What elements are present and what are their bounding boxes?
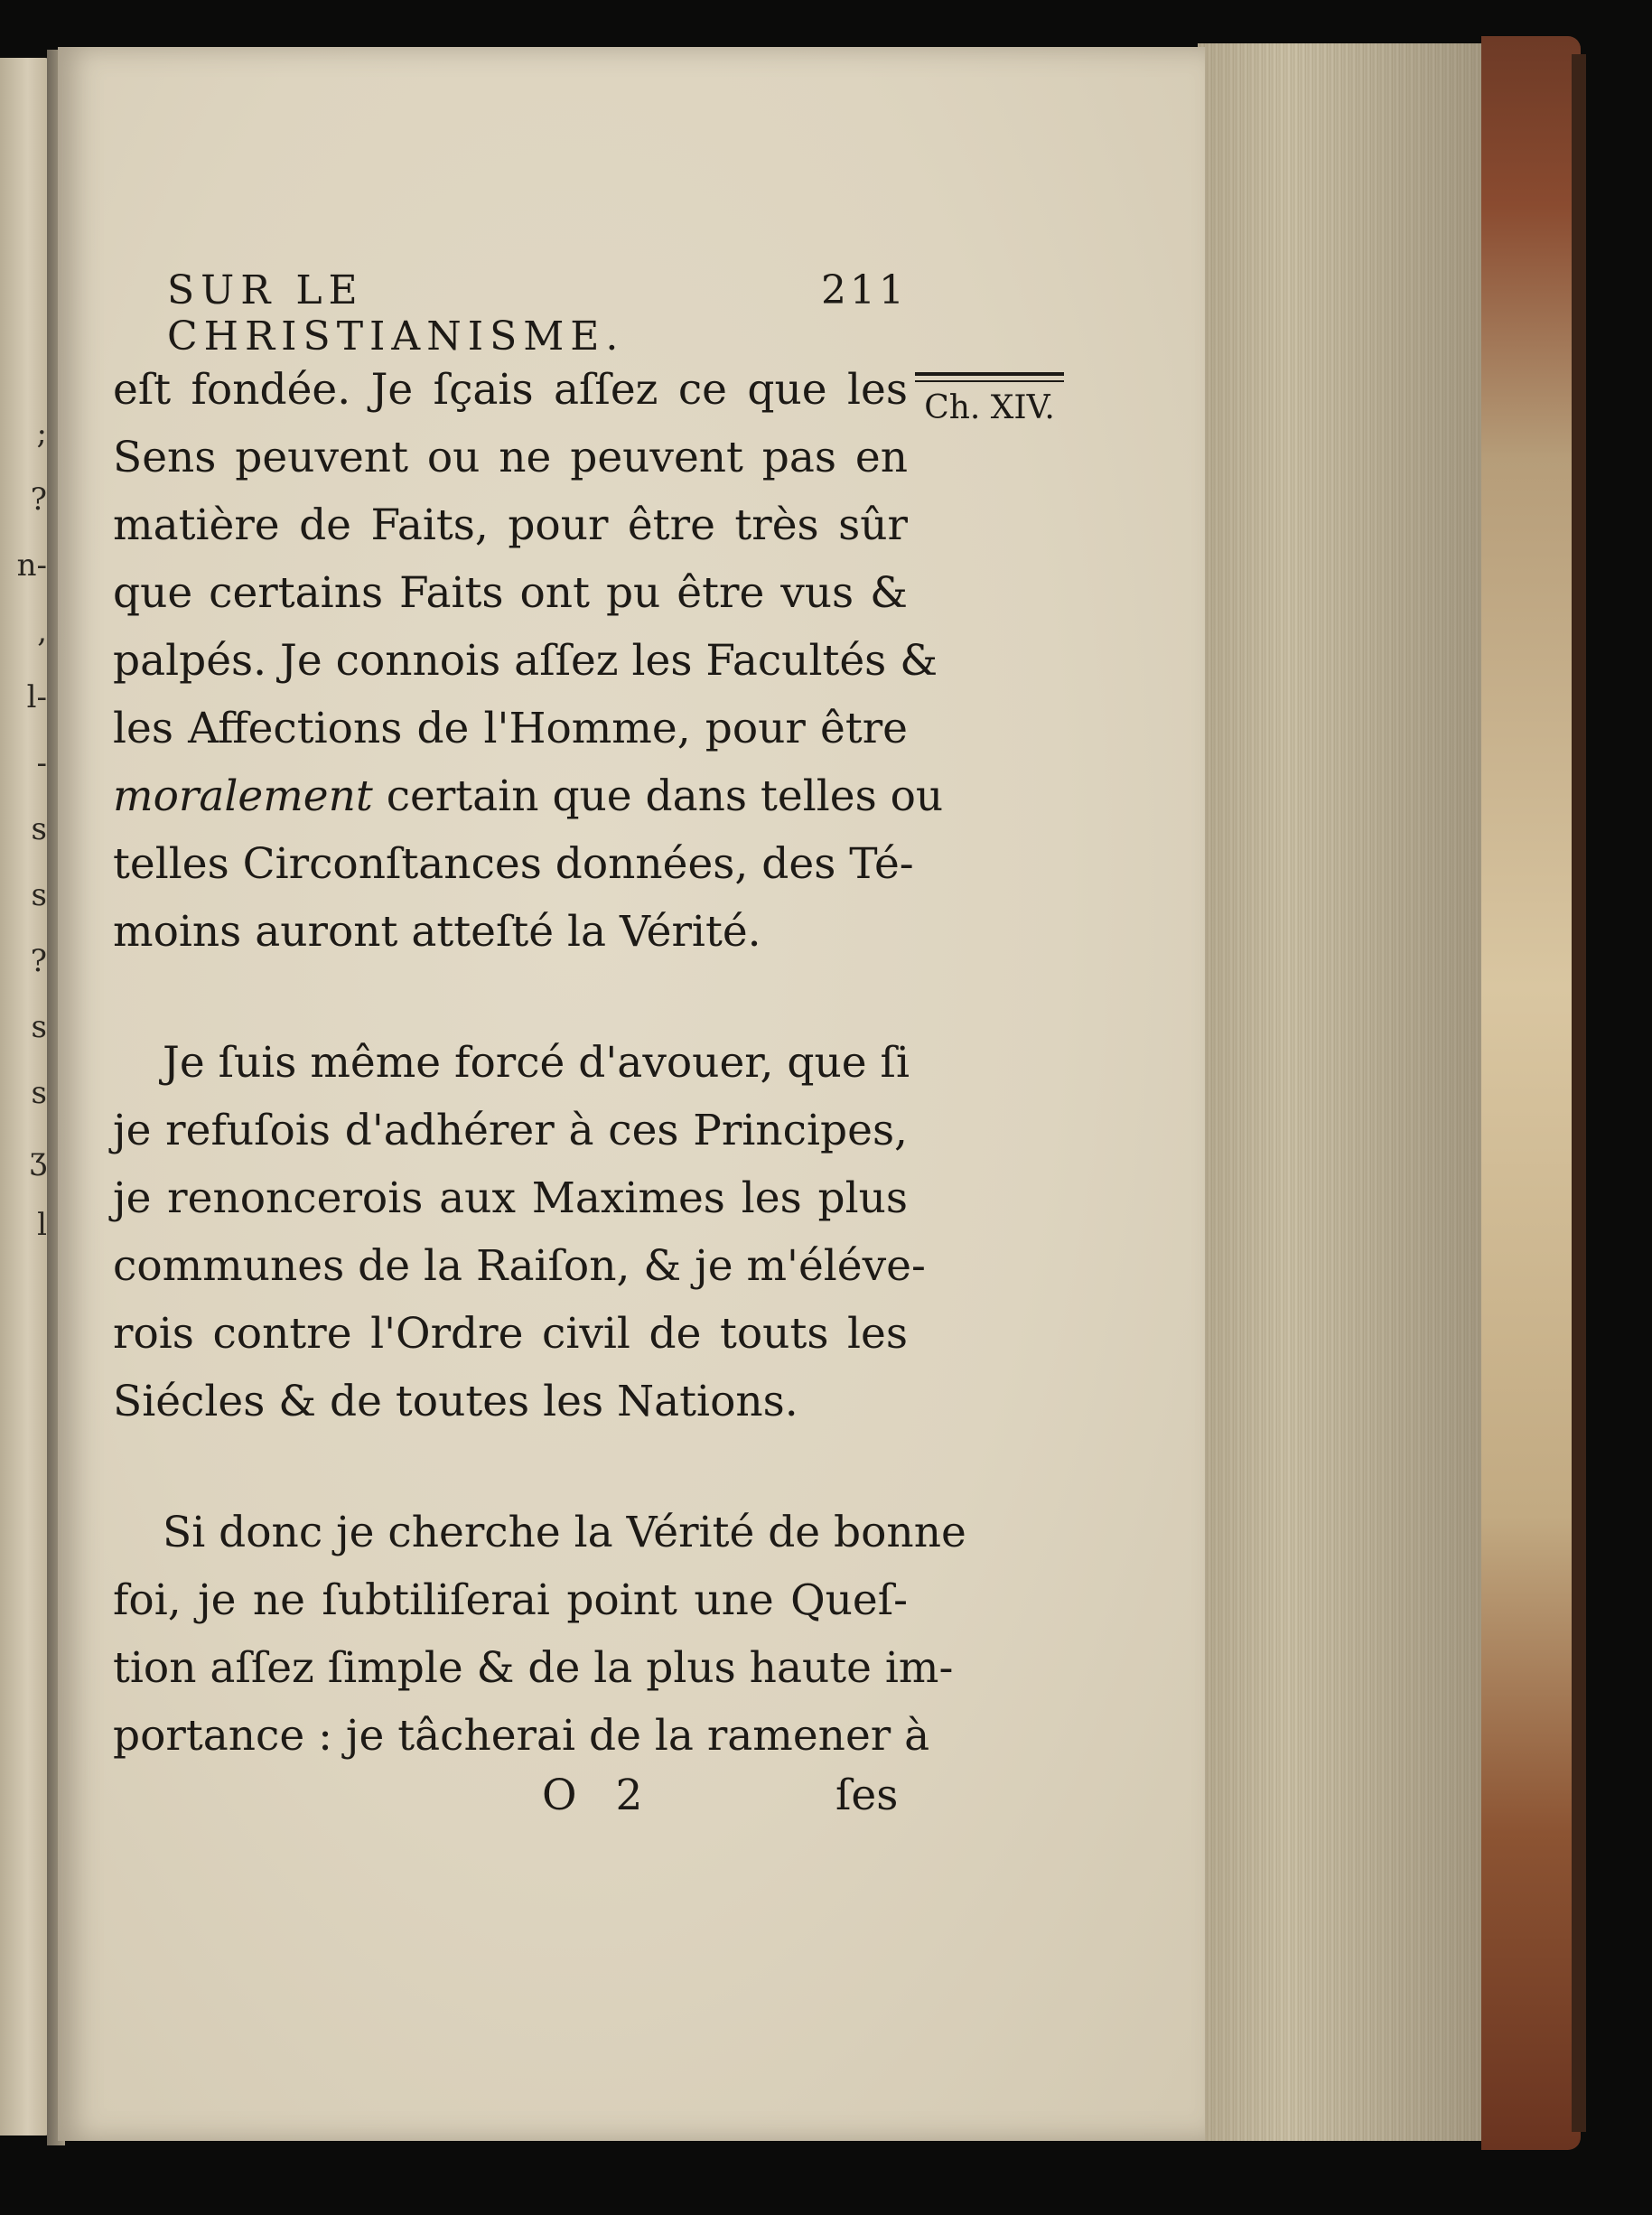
left-fragment: ? (30, 481, 47, 518)
text-line: moins auront atteſté la Vérité. (113, 907, 761, 957)
left-fragment: n- (16, 547, 47, 584)
running-title: SUR LE CHRISTIANISME. (167, 267, 625, 360)
text-line: telles Circonſtances données, des Té- (113, 839, 914, 889)
text-line: eſt fondée. Je ſçais aſſez ce que les (113, 365, 908, 415)
text-line: je renoncerois aux Maximes les plus (113, 1173, 908, 1223)
text-line: les Affections de l'Homme, pour être (113, 704, 908, 753)
text-line: portance : je tâcherai de la ramener à (113, 1711, 930, 1761)
left-fragment: s (31, 811, 47, 847)
text-line: tion aſſez ſimple & de la plus haute im- (113, 1643, 954, 1693)
page-number: 211 (821, 267, 908, 313)
running-head (167, 267, 908, 360)
left-fragment: , (37, 613, 47, 650)
text-line: Je ſuis même forcé d'avouer, que ſi (163, 1038, 910, 1088)
text-line: foi, je ne ſubtiliſerai point une Queſ- (113, 1575, 908, 1625)
catchword: ſes (835, 1771, 899, 1820)
leather-cover (1481, 36, 1581, 2150)
left-fragment: ʒ (29, 1141, 47, 1177)
left-fragment: s (31, 1009, 47, 1045)
left-fragment: l- (26, 679, 47, 715)
text-line: communes de la Raiſon, & je m'éléve- (113, 1241, 926, 1291)
fore-edge-shading (1198, 43, 1496, 2141)
text-line: rois contre l'Ordre civil de touts les (113, 1309, 908, 1359)
marginal-rule-thin (915, 380, 1064, 382)
left-fragment: ? (30, 943, 47, 979)
marginal-chapter-note (915, 360, 1064, 426)
marginal-note-text: Ch. XIV. (924, 389, 1055, 426)
left-fragment: l (37, 1207, 47, 1243)
left-fragment: - (36, 745, 47, 781)
cover-edge (1572, 54, 1586, 2132)
left-fragment: ; (36, 416, 47, 452)
text-line-with-italic (113, 770, 944, 824)
italic-word: moralement (113, 771, 373, 821)
text-line: Siécles & de toutes les Nations. (113, 1377, 798, 1426)
text-line: matière de Faits, pour être très sûr (113, 500, 908, 550)
text-line: Si donc je cherche la Vérité de bonne (163, 1508, 966, 1557)
signature-mark: O 2 (542, 1771, 656, 1820)
left-fragment: s (31, 1075, 47, 1111)
marginal-rule (915, 372, 1064, 376)
text-line: palpés. Je connois aſſez les Facultés & (113, 636, 938, 686)
text-line: Sens peuvent ou ne peuvent pas en (113, 433, 908, 482)
text-line: que certains Faits ont pu être vus & (113, 568, 908, 618)
left-facing-page (0, 58, 51, 2136)
text-line-rest: certain que dans telles ou (372, 771, 944, 821)
left-page-margin-fragments (7, 401, 47, 1258)
text-line: je refuſois d'adhérer à ces Principes, (113, 1106, 908, 1155)
left-fragment: s (31, 877, 47, 913)
